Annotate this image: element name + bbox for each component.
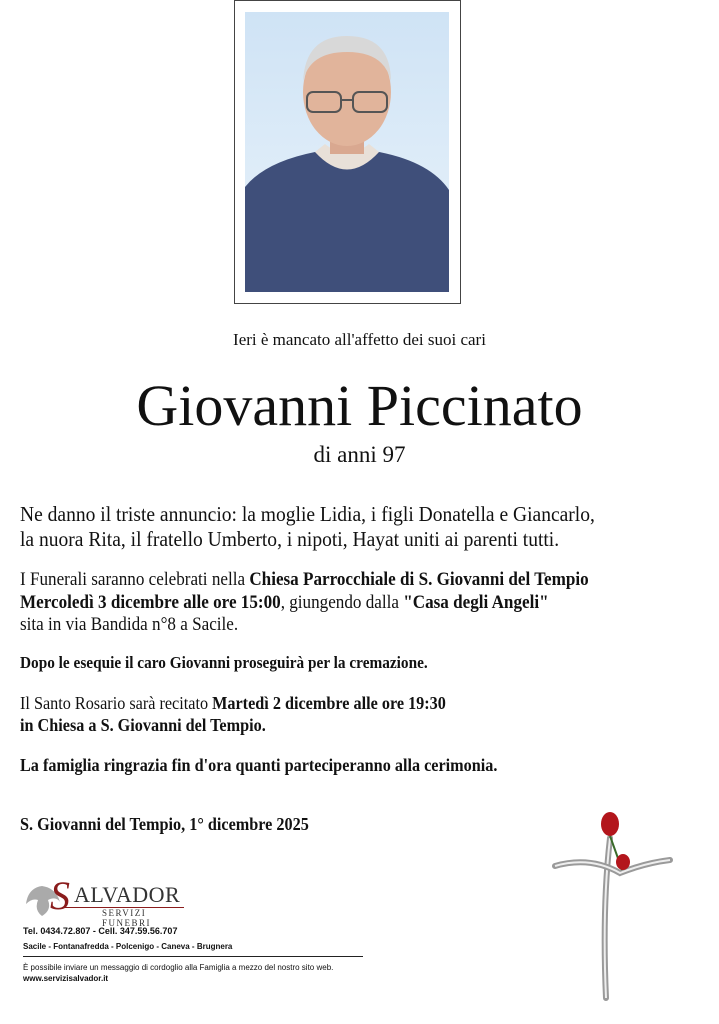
salvador-logo: S ALVADOR SERVIZI FUNEBRI — [22, 878, 187, 924]
thanks-line: La famiglia ringrazia fin d'ora quanti parteciperanno alla cerimonia. — [20, 755, 498, 775]
logo-name: ALVADOR — [74, 882, 181, 907]
deceased-name: Giovanni Piccinato — [136, 373, 583, 438]
rosary-line: in Chiesa a S. Giovanni del Tempio. — [20, 715, 266, 735]
announcement-line: Ne danno il triste annuncio: la moglie Lidia, i figli Donatella e Giancarlo, — [20, 502, 595, 526]
text: I Funerali saranno celebrati nella — [20, 569, 250, 590]
funeral-info-line: sita in via Bandida n°8 a Sacile. — [20, 614, 239, 635]
logo-subtitle: SERVIZI FUNEBRI — [102, 908, 152, 928]
place-date: S. Giovanni del Tempio, 1° dicembre 2025 — [20, 814, 309, 834]
announcement-line: la nuora Rita, il fratello Umberto, i nipoti, Hayat uniti ai parenti tutti. — [20, 527, 560, 551]
website-link[interactable]: www.servizisalvador.it — [23, 974, 109, 983]
funeral-datetime: Mercoledì 3 dicembre alle ore 15:00 — [20, 592, 281, 613]
rosary-line — [20, 693, 446, 714]
text: Il Santo Rosario sarà recitato — [20, 693, 213, 713]
departure-place: "Casa degli Angeli" — [403, 592, 549, 613]
text: , giungendo dalla — [280, 592, 404, 613]
locations: Sacile - Fontanafredda - Polcenigo - Caneva - Brugnera — [23, 942, 233, 951]
footer-divider — [23, 956, 363, 957]
funeral-info-line — [20, 569, 589, 591]
condolence-message: È possibile inviare un messaggio di cordoglio alla Famiglia a mezzo del nostro sito web. — [23, 963, 334, 972]
church: Chiesa Parrocchiale di S. Giovanni del Tempio — [249, 569, 589, 590]
phones: Tel. 0434.72.807 - Cell. 347.59.56.707 — [23, 926, 178, 936]
cross-with-rose-icon — [550, 808, 675, 1003]
portrait-photo — [245, 12, 449, 292]
cremation-note: Dopo le esequie il caro Giovanni proseguirà per la cremazione. — [20, 653, 428, 672]
age-text: di anni 97 — [313, 442, 406, 467]
rosary-datetime: Martedì 2 dicembre alle ore 19:30 — [212, 693, 446, 713]
funeral-info-line — [20, 592, 549, 614]
intro-text: Ieri è mancato all'affetto dei suoi cari — [233, 330, 486, 349]
photo-frame — [234, 0, 461, 304]
